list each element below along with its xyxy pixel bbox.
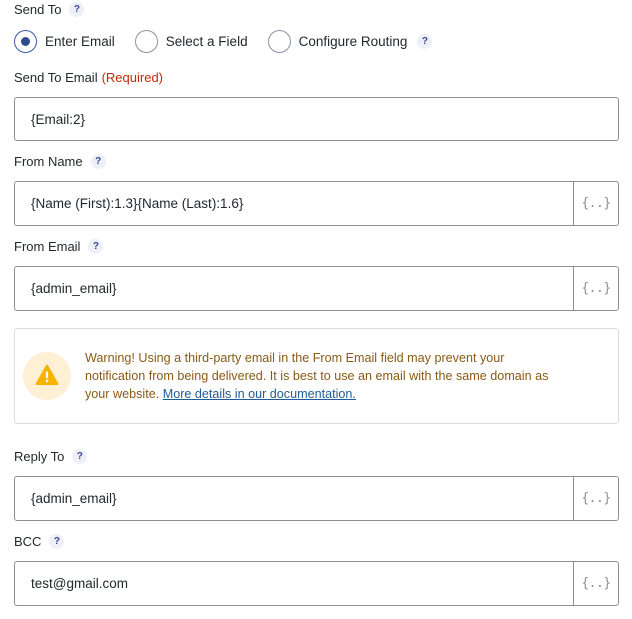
reply-to-value[interactable]: {admin_email} xyxy=(31,491,117,506)
reply-to-label: Reply To xyxy=(14,449,65,464)
help-icon[interactable]: ? xyxy=(49,534,64,549)
from-name-value[interactable]: {Name (First):1.3}{Name (Last):1.6} xyxy=(31,196,244,211)
warning-icon xyxy=(35,363,59,390)
send-to-email-field[interactable] xyxy=(14,97,619,141)
radio-select-a-field[interactable] xyxy=(135,30,248,53)
merge-tag-button[interactable]: {..} xyxy=(573,267,618,310)
warning-notice xyxy=(14,328,619,424)
send-to-label: Send To xyxy=(14,2,62,17)
bcc-value[interactable]: test@gmail.com xyxy=(31,576,128,591)
send-to-email-label-row xyxy=(14,70,163,85)
radio-select-a-field-label: Select a Field xyxy=(165,33,248,49)
help-icon[interactable]: ? xyxy=(69,2,84,17)
radio-configure-routing-label: Configure Routing xyxy=(298,33,408,49)
required-indicator: (Required) xyxy=(101,70,164,85)
help-icon[interactable]: ? xyxy=(417,34,432,49)
from-name-field[interactable] xyxy=(14,181,619,226)
merge-tag-button[interactable]: {..} xyxy=(573,182,618,225)
help-icon[interactable]: ? xyxy=(88,239,103,254)
from-name-label: From Name xyxy=(14,154,83,169)
reply-to-field[interactable] xyxy=(14,476,619,521)
warning-text xyxy=(85,349,565,403)
help-icon[interactable]: ? xyxy=(72,449,87,464)
merge-tag-button[interactable]: {..} xyxy=(573,562,618,605)
help-icon[interactable]: ? xyxy=(91,154,106,169)
send-to-label-row xyxy=(14,2,84,17)
documentation-link[interactable]: More details in our documentation. xyxy=(162,387,356,401)
warning-badge xyxy=(23,352,71,400)
radio-button[interactable] xyxy=(268,30,291,53)
bcc-label-row xyxy=(14,534,64,549)
from-email-field[interactable] xyxy=(14,266,619,311)
reply-to-label-row xyxy=(14,449,87,464)
from-email-label-row xyxy=(14,239,103,254)
bcc-label: BCC xyxy=(14,534,42,549)
radio-button[interactable] xyxy=(135,30,158,53)
send-to-email-label: Send To Email xyxy=(14,70,98,85)
from-email-value[interactable]: {admin_email} xyxy=(31,281,117,296)
send-to-email-value[interactable]: {Email:2} xyxy=(31,111,86,127)
radio-enter-email[interactable] xyxy=(14,30,115,53)
warning-message: Warning! Using a third-party email in the From Email field may prevent your notification from being delivered. It is best to use an email with the same domain as your website. xyxy=(85,351,549,401)
from-name-label-row xyxy=(14,154,106,169)
radio-enter-email-label: Enter Email xyxy=(45,33,115,49)
radio-button-checked[interactable] xyxy=(14,30,37,53)
bcc-field[interactable] xyxy=(14,561,619,606)
radio-configure-routing[interactable] xyxy=(268,30,408,53)
from-email-label: From Email xyxy=(14,239,81,254)
send-to-radio-group xyxy=(14,28,432,54)
merge-tag-button[interactable]: {..} xyxy=(573,477,618,520)
